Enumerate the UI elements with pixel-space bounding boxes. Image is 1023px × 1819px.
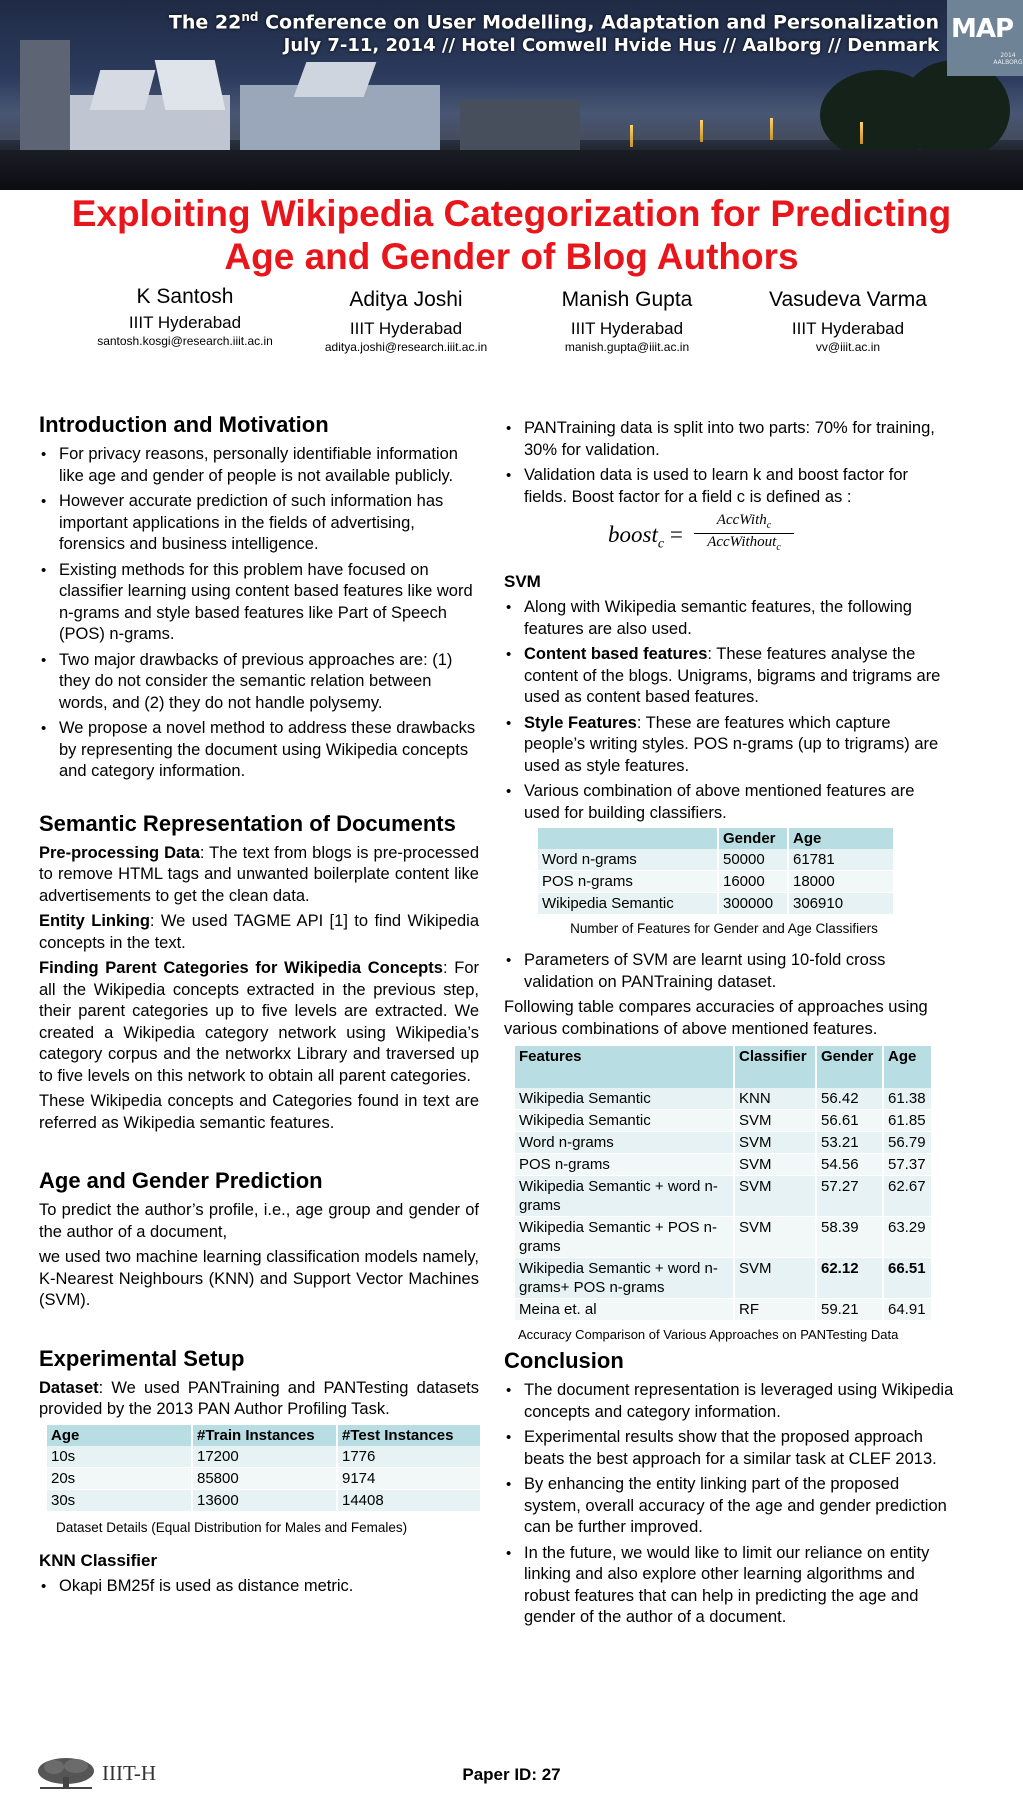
table-cell: POS n-grams [538, 871, 718, 893]
boost-formula [504, 512, 954, 558]
conference-banner [0, 0, 1023, 190]
authors [0, 283, 1023, 363]
conclusion-bullet: • In the future, we would like to limit our reliance on entity linking and also explore other learning algorithms and robust features that can help in predicting the age and gender of the author of a document. [504, 1543, 954, 1629]
formula-lhs [608, 522, 683, 553]
table-header-row [47, 1425, 481, 1446]
table-cell: 16000 [718, 871, 788, 893]
table-cell: 85800 [192, 1467, 337, 1489]
table-row [515, 1299, 932, 1321]
table-cell: 59.21 [816, 1299, 883, 1321]
knn-bullets [39, 1576, 479, 1598]
banner-building-6 [20, 40, 70, 150]
content-features-label: Content based features [524, 645, 708, 663]
paper-id: Paper ID: 27 [462, 1765, 561, 1784]
table-cell: 64.91 [883, 1299, 932, 1321]
formula-fraction [694, 512, 794, 553]
table-cell: 300000 [718, 893, 788, 915]
feature-count-table [538, 828, 895, 915]
table-row [47, 1489, 481, 1511]
poster-title [0, 192, 1023, 278]
preprocessing-text: : The text from blogs is pre-processed to remove HTML tags and unwanted boilerplate content like advertisements to get the clean data. [39, 843, 479, 905]
table-cell: 63.29 [883, 1217, 932, 1258]
table-cell: 10s [47, 1446, 192, 1468]
validation-bullets [504, 418, 954, 508]
table-header: #Test Instances [337, 1425, 481, 1446]
formula-numerator [694, 512, 794, 534]
table-cell: SVM [734, 1110, 816, 1132]
author-name: Vasudeva Varma [769, 288, 927, 311]
table-cell: 62.12 [816, 1258, 883, 1299]
intro-bullet: • For privacy reasons, personally identifiable information like age and gender of people is not available publicly. [39, 444, 479, 487]
intro-bullet: • We propose a novel method to address these drawbacks by representing the document using Wikipedia concepts and category information. [39, 718, 479, 783]
table-cell: SVM [734, 1258, 816, 1299]
table-row [538, 849, 894, 871]
table-row [515, 1110, 932, 1132]
table-row [538, 871, 894, 893]
table-cell: 56.42 [816, 1088, 883, 1110]
age-gender-paragraph-2: we used two machine learning classification models namely, K-Nearest Neighbours (KNN) and Support Vector Machines (SVM). [39, 1248, 479, 1309]
table-cell: 62.67 [883, 1176, 932, 1217]
validation-bullet: • Validation data is used to learn k and boost factor for fields. Boost factor for a field c is defined as : [504, 465, 954, 508]
accuracy-table [515, 1046, 933, 1321]
table-row [515, 1154, 932, 1176]
formula-numerator-text: AccWith [716, 512, 767, 528]
author-name: Manish Gupta [561, 288, 693, 311]
parent-categories-label: Finding Parent Categories for Wikipedia Concepts [39, 959, 443, 977]
table-cell: 61.85 [883, 1110, 932, 1132]
section-heading-conclusion: Conclusion [504, 1348, 624, 1373]
intro-bullets [39, 444, 479, 783]
intro-bullet: • However accurate prediction of such information has important applications in the fields of advertising, forensics and business intelligence. [39, 491, 479, 556]
table-cell: 61781 [788, 849, 894, 871]
banner-light-2 [700, 120, 703, 142]
banner-light-4 [860, 122, 863, 144]
table-header: Gender [718, 828, 788, 849]
author-4 [728, 288, 968, 354]
table-cell: KNN [734, 1088, 816, 1110]
banner-building-2 [90, 70, 156, 110]
table-header: Age [788, 828, 894, 849]
table-cell: 1776 [337, 1446, 481, 1468]
table-cell: 66.51 [883, 1258, 932, 1299]
style-features-text: : These are features which capture people’s writing styles. POS n-grams (up to trigrams) are used as style features. [524, 713, 939, 775]
parent-categories-text: : For all the Wikipedia concepts extracted in the previous step, their parent categories up to five levels are extracted. We created a Wikipedia category network using Wikipedia’s category corpus and the networkx Library and traversed up to five levels on this network to obtain all parent categories. [39, 959, 480, 1085]
knn-bullet: • Okapi BM25f is used as distance metric. [39, 1576, 479, 1598]
table-row [515, 1176, 932, 1217]
validation-bullet: • PANTraining data is split into two parts: 70% for training, 30% for validation. [504, 418, 954, 461]
poster-title-line2: Age and Gender of Blog Authors [224, 236, 799, 277]
author-name: Aditya Joshi [349, 288, 463, 311]
author-email: santosh.kosgi@research.iiit.ac.in [97, 334, 273, 348]
accuracy-table-caption: Accuracy Comparison of Various Approaches on PANTesting Data [518, 1327, 899, 1342]
right-column [504, 418, 954, 1633]
table-header [538, 828, 718, 849]
preprocessing-paragraph [39, 843, 479, 908]
dataset-paragraph [39, 1378, 479, 1421]
table-header-row [538, 828, 894, 849]
table-cell: 17200 [192, 1446, 337, 1468]
formula-numerator-sub: c [766, 520, 772, 531]
svm-bullet [504, 713, 954, 778]
table-row [538, 893, 894, 915]
formula-boost: boost [608, 522, 658, 547]
table-row [515, 1217, 932, 1258]
table-cell: Wikipedia Semantic [515, 1088, 734, 1110]
style-features-label: Style Features [524, 713, 637, 732]
table-cell: 56.79 [883, 1132, 932, 1154]
table-cell: 50000 [718, 849, 788, 871]
table-cell: 14408 [337, 1489, 481, 1511]
table-cell: 53.21 [816, 1132, 883, 1154]
svm-bullet [504, 644, 954, 709]
table-cell: 56.61 [816, 1110, 883, 1132]
table-header: Features [515, 1046, 734, 1088]
table-cell: 306910 [788, 893, 894, 915]
semantic-summary-paragraph: These Wikipedia concepts and Categories found in text are referred as Wikipedia semantic features. [39, 1092, 479, 1132]
table-row [515, 1088, 932, 1110]
table-cell: Wikipedia Semantic [538, 893, 718, 915]
table-header: Age [883, 1046, 932, 1088]
table-cell: RF [734, 1299, 816, 1321]
table-cell: 13600 [192, 1489, 337, 1511]
umap-logo [947, 0, 1023, 76]
author-email: aditya.joshi@research.iiit.ac.in [324, 340, 488, 354]
preprocessing-label: Pre-processing Data [39, 843, 200, 862]
table-cell: Word n-grams [515, 1132, 734, 1154]
section-heading-setup: Experimental Setup [39, 1345, 245, 1371]
table-cell: 61.38 [883, 1088, 932, 1110]
age-gender-paragraph-1: To predict the author’s profile, i.e., age group and gender of the author of a document, [39, 1201, 479, 1241]
dataset-label: Dataset [39, 1378, 99, 1397]
author-2 [286, 288, 526, 354]
poster-title-line1: Exploiting Wikipedia Categorization for Predicting [71, 193, 952, 234]
conclusion-bullet: • By enhancing the entity linking part of the proposed system, overall accuracy of the age and gender prediction can be further improved. [504, 1474, 954, 1539]
formula-denominator-sub: c [776, 542, 781, 553]
table-cell: SVM [734, 1132, 816, 1154]
table-header-row [515, 1046, 932, 1088]
table-cell: 57.27 [816, 1176, 883, 1217]
table-cell: SVM [734, 1176, 816, 1217]
table-cell: 30s [47, 1489, 192, 1511]
table-header: Gender [816, 1046, 883, 1088]
conclusion-bullet: • Experimental results show that the proposed approach beats the best approach for a similar task at CLEF 2013. [504, 1427, 954, 1470]
table-cell: POS n-grams [515, 1154, 734, 1176]
table-row [515, 1132, 932, 1154]
author-email: vv@iiit.ac.in [815, 340, 881, 354]
table-header: Age [47, 1425, 192, 1446]
dataset-text: : We used PANTraining and PANTesting datasets provided by the 2013 PAN Author Profiling Task. [39, 1378, 479, 1418]
feature-count-caption: Number of Features for Gender and Age Classifiers [570, 921, 878, 936]
banner-building-5 [294, 62, 377, 97]
table-header: Classifier [734, 1046, 816, 1088]
banner-building-3 [155, 60, 226, 110]
author-institution: IIIT Hyderabad [349, 319, 463, 338]
svm-params-bullets [504, 950, 954, 993]
author-email: manish.gupta@iiit.ac.in [564, 340, 690, 354]
iiit-logo-text: IIIT-H [102, 1761, 157, 1785]
table-cell: Word n-grams [538, 849, 718, 871]
banner-water [0, 150, 1023, 190]
table-header: #Train Instances [192, 1425, 337, 1446]
banner-building-7 [460, 100, 580, 150]
formula-subscript: c [657, 536, 665, 552]
formula-equals: = [664, 522, 683, 547]
table-cell: Wikipedia Semantic + word n-grams+ POS n-grams [515, 1258, 734, 1299]
author-institution: IIIT Hyderabad [791, 319, 905, 338]
table-cell: Wikipedia Semantic + POS n-grams [515, 1217, 734, 1258]
entity-linking-paragraph [39, 911, 479, 954]
dataset-table-caption: Dataset Details (Equal Distribution for Males and Females) [56, 1519, 408, 1535]
table-cell: 9174 [337, 1467, 481, 1489]
umap-logo-text: MAP [951, 14, 1014, 44]
svm-bullets [504, 597, 954, 824]
table-cell: 57.37 [883, 1154, 932, 1176]
table-row [47, 1446, 481, 1468]
table-row [515, 1258, 932, 1299]
left-column [39, 412, 479, 1601]
formula-denominator [694, 534, 794, 553]
content-features-text: : These features analyse the content of the blogs. Unigrams, bigrams and trigrams are used as content based features. [524, 645, 941, 706]
author-3 [507, 288, 747, 354]
table-row [47, 1467, 481, 1489]
author-institution: IIIT Hyderabad [570, 319, 684, 338]
table-cell: Meina et. al [515, 1299, 734, 1321]
table-cell: Wikipedia Semantic + word n-grams [515, 1176, 734, 1217]
table-cell: 18000 [788, 871, 894, 893]
banner-light-1 [630, 125, 633, 147]
banner-light-3 [770, 118, 773, 140]
table-cell: SVM [734, 1154, 816, 1176]
svm-heading: SVM [504, 572, 541, 591]
compare-paragraph: Following table compares accuracies of approaches using various combinations of above mentioned features. [504, 998, 928, 1038]
entity-linking-text: : We used TAGME API [1] to find Wikipedia concepts in the text. [39, 912, 479, 952]
table-cell: 20s [47, 1467, 192, 1489]
table-cell: 58.39 [816, 1217, 883, 1258]
entity-linking-label: Entity Linking [39, 912, 150, 930]
svm-bullet: • Along with Wikipedia semantic features, the following features are also used. [504, 597, 954, 640]
conclusion-bullets [504, 1380, 954, 1629]
svm-params-bullet: • Parameters of SVM are learnt using 10-fold cross validation on PANTraining dataset. [504, 950, 954, 993]
author-name: K Santosh [136, 285, 234, 308]
author-institution: IIIT Hyderabad [128, 313, 242, 332]
intro-bullet: • Existing methods for this problem have focused on classifier learning using content based features like word n-grams and style based features like Part of Speech (POS) n-grams. [39, 560, 479, 646]
table-cell: Wikipedia Semantic [515, 1110, 734, 1132]
table-cell: 54.56 [816, 1154, 883, 1176]
parent-categories-paragraph [39, 958, 479, 1087]
section-heading-semantic: Semantic Representation of Documents [39, 810, 456, 836]
knn-heading: KNN Classifier [39, 1550, 158, 1570]
table-cell: SVM [734, 1217, 816, 1258]
section-heading-age-gender: Age and Gender Prediction [39, 1168, 323, 1193]
intro-bullet: • Two major drawbacks of previous approaches are: (1) they do not consider the semantic relation between words, and (2) they do not handle polysemy. [39, 650, 479, 715]
section-heading-intro: Introduction and Motivation [39, 412, 329, 437]
conference-title: The 22nd Conference on User Modelling, Adaptation and Personalization [168, 10, 939, 34]
conclusion-bullet: • The document representation is leveraged using Wikipedia concepts and category information. [504, 1380, 954, 1423]
dataset-table [47, 1425, 482, 1512]
formula-denominator-text: AccWithout [707, 534, 777, 550]
svm-bullet: • Various combination of above mentioned features are used for building classifiers. [504, 781, 954, 824]
author-1 [65, 285, 305, 348]
umap-logo-year: 2014 AALBORG [993, 52, 1023, 66]
conference-date-venue: July 7-11, 2014 // Hotel Comwell Hvide Hus // Aalborg // Denmark [283, 35, 939, 56]
